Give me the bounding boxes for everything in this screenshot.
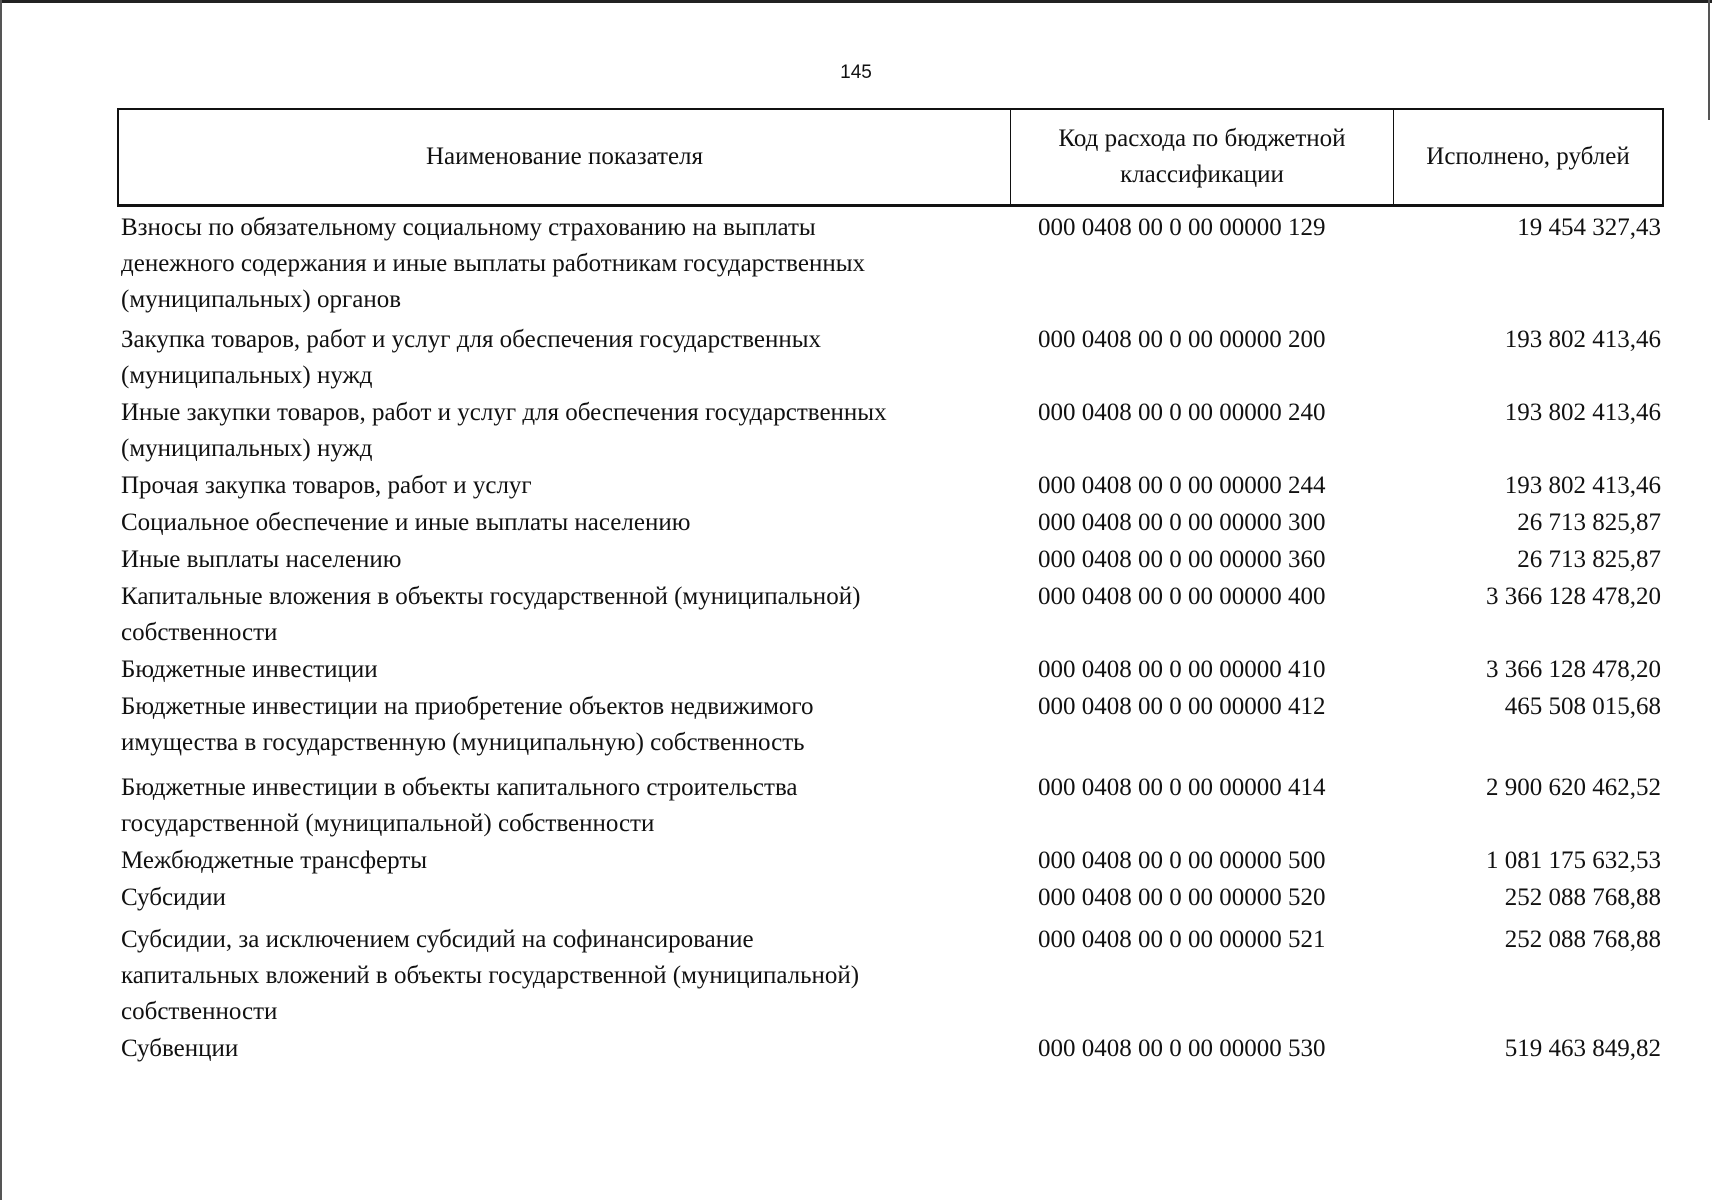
row-name: Взносы по обязательному социальному страхованию на выплаты денежного содержания и иные выплаты работникам государственных (муниципальных) органов <box>121 214 865 313</box>
table-row <box>121 770 1661 842</box>
page-number: 145 <box>840 62 872 83</box>
row-value: 193 802 413,46 <box>1504 472 1661 499</box>
row-value: 252 088 768,88 <box>1504 884 1661 911</box>
table-row <box>121 579 1661 651</box>
row-value: 19 454 327,43 <box>1517 214 1661 241</box>
row-code: 000 0408 00 0 00 00000 521 <box>1038 926 1326 953</box>
row-code: 000 0408 00 0 00 00000 414 <box>1038 774 1326 801</box>
row-name: Межбюджетные трансферты <box>121 847 428 874</box>
row-name: Капитальные вложения в объекты государственной (муниципальной) собственности <box>121 583 861 646</box>
table-row <box>121 1031 1661 1067</box>
row-name: Прочая закупка товаров, работ и услуг <box>121 472 532 499</box>
row-code: 000 0408 00 0 00 00000 530 <box>1038 1035 1326 1062</box>
row-name: Бюджетные инвестиции на приобретение объектов недвижимого имущества в государственную (муниципальную) собственность <box>121 693 814 756</box>
row-code: 000 0408 00 0 00 00000 520 <box>1038 884 1326 911</box>
row-name: Субсидии <box>121 884 226 911</box>
row-name: Закупка товаров, работ и услуг для обеспечения государственных (муниципальных) нужд <box>121 326 822 389</box>
row-name: Иные выплаты населению <box>121 546 402 573</box>
row-value: 26 713 825,87 <box>1517 546 1661 573</box>
scan-border-top <box>0 0 1712 3</box>
table-row <box>121 505 1661 541</box>
row-code: 000 0408 00 0 00 00000 360 <box>1038 546 1326 573</box>
table-row <box>121 689 1661 761</box>
scan-border-right <box>1708 0 1710 120</box>
row-value: 519 463 849,82 <box>1504 1035 1661 1062</box>
row-name: Бюджетные инвестиции <box>121 656 378 683</box>
row-code: 000 0408 00 0 00 00000 244 <box>1038 472 1326 499</box>
table-header <box>117 108 1664 207</box>
table-row <box>121 395 1661 467</box>
table-row <box>121 468 1661 504</box>
row-code: 000 0408 00 0 00 00000 240 <box>1038 399 1326 426</box>
table-row <box>121 652 1661 688</box>
table-row <box>121 880 1661 916</box>
row-code: 000 0408 00 0 00 00000 400 <box>1038 583 1326 610</box>
row-code: 000 0408 00 0 00 00000 129 <box>1038 214 1326 241</box>
row-code: 000 0408 00 0 00 00000 412 <box>1038 693 1326 720</box>
table-row <box>121 210 1661 318</box>
table-row <box>121 843 1661 879</box>
row-code: 000 0408 00 0 00 00000 300 <box>1038 509 1326 536</box>
table-row <box>121 322 1661 394</box>
row-code: 000 0408 00 0 00 00000 200 <box>1038 326 1326 353</box>
row-name: Иные закупки товаров, работ и услуг для обеспечения государственных (муниципальных) нужд <box>121 399 887 462</box>
row-name: Бюджетные инвестиции в объекты капитального строительства государственной (муниципальной) собственности <box>121 774 798 837</box>
row-value: 193 802 413,46 <box>1504 326 1661 353</box>
row-name: Субсидии, за исключением субсидий на софинансирование капитальных вложений в объекты государственной (муниципальной) собственности <box>121 926 860 1025</box>
scan-border-left <box>0 0 2 1200</box>
row-value: 252 088 768,88 <box>1504 926 1661 953</box>
header-executed: Исполнено, рублей <box>1426 143 1630 170</box>
row-value: 1 081 175 632,53 <box>1486 847 1661 874</box>
header-code: Код расхода по бюджетной классификации <box>1011 110 1394 204</box>
row-value: 193 802 413,46 <box>1504 399 1661 426</box>
row-value: 3 366 128 478,20 <box>1486 583 1661 610</box>
table-row <box>121 922 1661 1030</box>
row-value: 465 508 015,68 <box>1504 693 1661 720</box>
table-body <box>121 210 1661 1068</box>
header-name: Наименование показателя <box>119 110 1011 204</box>
row-value: 3 366 128 478,20 <box>1486 656 1661 683</box>
row-code: 000 0408 00 0 00 00000 410 <box>1038 656 1326 683</box>
row-name: Социальное обеспечение и иные выплаты населению <box>121 509 691 536</box>
table-row <box>121 542 1661 578</box>
row-value: 2 900 620 462,52 <box>1486 774 1661 801</box>
row-name: Субвенции <box>121 1035 239 1062</box>
row-value: 26 713 825,87 <box>1517 509 1661 536</box>
row-code: 000 0408 00 0 00 00000 500 <box>1038 847 1326 874</box>
